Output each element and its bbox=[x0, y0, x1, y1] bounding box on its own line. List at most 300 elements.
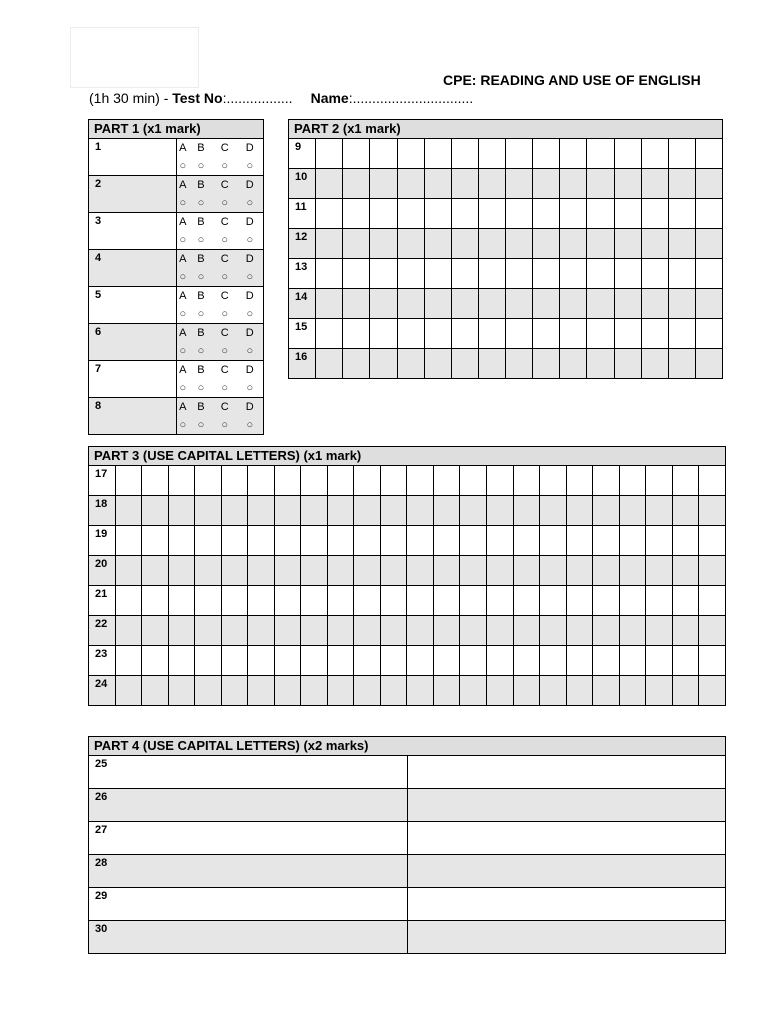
letter-box[interactable] bbox=[451, 139, 478, 169]
letter-box[interactable] bbox=[460, 646, 487, 676]
letter-box[interactable] bbox=[343, 199, 370, 229]
letter-box[interactable] bbox=[614, 169, 641, 199]
letter-box[interactable] bbox=[560, 319, 587, 349]
letter-box[interactable] bbox=[142, 496, 169, 526]
letter-box[interactable] bbox=[380, 616, 407, 646]
letter-box[interactable] bbox=[424, 349, 451, 379]
answer-bubble[interactable]: ○ bbox=[221, 160, 229, 172]
letter-box[interactable] bbox=[354, 466, 381, 496]
letter-box[interactable] bbox=[695, 289, 722, 319]
letter-box[interactable] bbox=[506, 349, 533, 379]
answer-bubble[interactable]: ○ bbox=[179, 308, 187, 320]
letter-box[interactable] bbox=[619, 646, 646, 676]
letter-box[interactable] bbox=[668, 349, 695, 379]
letter-box[interactable] bbox=[380, 646, 407, 676]
letter-box[interactable] bbox=[566, 676, 593, 706]
letter-box[interactable] bbox=[619, 556, 646, 586]
letter-box[interactable] bbox=[248, 646, 275, 676]
letter-box[interactable] bbox=[540, 676, 567, 706]
letter-box[interactable] bbox=[672, 646, 699, 676]
letter-box[interactable] bbox=[451, 289, 478, 319]
letter-box[interactable] bbox=[115, 496, 142, 526]
letter-box[interactable] bbox=[506, 229, 533, 259]
letter-box[interactable] bbox=[699, 616, 726, 646]
letter-box[interactable] bbox=[593, 466, 620, 496]
letter-box[interactable] bbox=[354, 586, 381, 616]
letter-box[interactable] bbox=[115, 526, 142, 556]
letter-box[interactable] bbox=[407, 556, 434, 586]
letter-box[interactable] bbox=[316, 259, 343, 289]
letter-box[interactable] bbox=[566, 646, 593, 676]
letter-box[interactable] bbox=[316, 319, 343, 349]
letter-box[interactable] bbox=[316, 139, 343, 169]
answer-bubble[interactable]: ○ bbox=[246, 345, 254, 357]
letter-box[interactable] bbox=[397, 169, 424, 199]
letter-box[interactable] bbox=[274, 586, 301, 616]
letter-box[interactable] bbox=[221, 496, 248, 526]
letter-box[interactable] bbox=[513, 496, 540, 526]
letter-box[interactable] bbox=[486, 556, 513, 586]
letter-box[interactable] bbox=[301, 586, 328, 616]
letter-box[interactable] bbox=[115, 616, 142, 646]
letter-box[interactable] bbox=[433, 496, 460, 526]
letter-box[interactable] bbox=[560, 229, 587, 259]
letter-box[interactable] bbox=[195, 616, 222, 646]
letter-box[interactable] bbox=[533, 289, 560, 319]
letter-box[interactable] bbox=[397, 349, 424, 379]
letter-box[interactable] bbox=[619, 526, 646, 556]
letter-box[interactable] bbox=[478, 319, 505, 349]
answer-bubble[interactable]: ○ bbox=[221, 345, 229, 357]
letter-box[interactable] bbox=[424, 139, 451, 169]
letter-box[interactable] bbox=[195, 586, 222, 616]
letter-box[interactable] bbox=[699, 556, 726, 586]
letter-box[interactable] bbox=[646, 466, 673, 496]
letter-box[interactable] bbox=[168, 466, 195, 496]
letter-box[interactable] bbox=[195, 676, 222, 706]
letter-box[interactable] bbox=[641, 259, 668, 289]
answer-bubble[interactable]: ○ bbox=[179, 382, 187, 394]
letter-box[interactable] bbox=[301, 526, 328, 556]
letter-box[interactable] bbox=[380, 556, 407, 586]
letter-box[interactable] bbox=[672, 586, 699, 616]
answer-bubble[interactable]: ○ bbox=[179, 234, 187, 246]
letter-box[interactable] bbox=[354, 526, 381, 556]
letter-box[interactable] bbox=[478, 199, 505, 229]
letter-box[interactable] bbox=[593, 496, 620, 526]
letter-box[interactable] bbox=[424, 199, 451, 229]
answer-bubble[interactable]: ○ bbox=[179, 419, 187, 431]
answer-bubble[interactable]: ○ bbox=[221, 234, 229, 246]
letter-box[interactable] bbox=[248, 496, 275, 526]
letter-box[interactable] bbox=[397, 229, 424, 259]
letter-box[interactable] bbox=[424, 319, 451, 349]
letter-box[interactable] bbox=[168, 676, 195, 706]
letter-box[interactable] bbox=[301, 556, 328, 586]
letter-box[interactable] bbox=[248, 586, 275, 616]
letter-box[interactable] bbox=[115, 466, 142, 496]
letter-box[interactable] bbox=[668, 259, 695, 289]
letter-box[interactable] bbox=[327, 526, 354, 556]
letter-box[interactable] bbox=[641, 229, 668, 259]
letter-box[interactable] bbox=[566, 616, 593, 646]
letter-box[interactable] bbox=[433, 556, 460, 586]
letter-box[interactable] bbox=[646, 676, 673, 706]
letter-box[interactable] bbox=[478, 169, 505, 199]
letter-box[interactable] bbox=[370, 169, 397, 199]
letter-box[interactable] bbox=[593, 676, 620, 706]
letter-box[interactable] bbox=[327, 556, 354, 586]
letter-box[interactable] bbox=[668, 319, 695, 349]
letter-box[interactable] bbox=[460, 676, 487, 706]
letter-box[interactable] bbox=[168, 616, 195, 646]
letter-box[interactable] bbox=[540, 616, 567, 646]
letter-box[interactable] bbox=[451, 319, 478, 349]
letter-box[interactable] bbox=[343, 169, 370, 199]
letter-box[interactable] bbox=[619, 586, 646, 616]
letter-box[interactable] bbox=[195, 526, 222, 556]
answer-bubble[interactable]: ○ bbox=[246, 308, 254, 320]
letter-box[interactable] bbox=[587, 349, 614, 379]
letter-box[interactable] bbox=[397, 289, 424, 319]
letter-box[interactable] bbox=[619, 466, 646, 496]
name-field[interactable]: :............................... bbox=[348, 90, 474, 106]
letter-box[interactable] bbox=[316, 349, 343, 379]
letter-box[interactable] bbox=[478, 259, 505, 289]
letter-box[interactable] bbox=[115, 586, 142, 616]
letter-box[interactable] bbox=[641, 319, 668, 349]
letter-box[interactable] bbox=[407, 676, 434, 706]
letter-box[interactable] bbox=[460, 616, 487, 646]
letter-box[interactable] bbox=[506, 169, 533, 199]
letter-box[interactable] bbox=[486, 586, 513, 616]
letter-box[interactable] bbox=[587, 199, 614, 229]
letter-box[interactable] bbox=[397, 319, 424, 349]
letter-box[interactable] bbox=[354, 496, 381, 526]
letter-box[interactable] bbox=[619, 676, 646, 706]
letter-box[interactable] bbox=[560, 169, 587, 199]
letter-box[interactable] bbox=[343, 229, 370, 259]
letter-box[interactable] bbox=[614, 139, 641, 169]
letter-box[interactable] bbox=[221, 586, 248, 616]
letter-box[interactable] bbox=[327, 676, 354, 706]
letter-box[interactable] bbox=[486, 496, 513, 526]
letter-box[interactable] bbox=[566, 556, 593, 586]
letter-box[interactable] bbox=[587, 319, 614, 349]
letter-box[interactable] bbox=[397, 259, 424, 289]
letter-box[interactable] bbox=[142, 526, 169, 556]
letter-box[interactable] bbox=[533, 139, 560, 169]
letter-box[interactable] bbox=[560, 199, 587, 229]
letter-box[interactable] bbox=[478, 139, 505, 169]
letter-box[interactable] bbox=[646, 496, 673, 526]
letter-box[interactable] bbox=[380, 586, 407, 616]
letter-box[interactable] bbox=[142, 616, 169, 646]
letter-box[interactable] bbox=[614, 199, 641, 229]
letter-box[interactable] bbox=[540, 466, 567, 496]
letter-box[interactable] bbox=[221, 466, 248, 496]
letter-box[interactable] bbox=[668, 199, 695, 229]
letter-box[interactable] bbox=[380, 466, 407, 496]
answer-bubble[interactable]: ○ bbox=[246, 234, 254, 246]
answer-bubble[interactable]: ○ bbox=[221, 271, 229, 283]
letter-box[interactable] bbox=[316, 229, 343, 259]
letter-box[interactable] bbox=[274, 556, 301, 586]
letter-box[interactable] bbox=[301, 646, 328, 676]
letter-box[interactable] bbox=[486, 466, 513, 496]
letter-box[interactable] bbox=[641, 139, 668, 169]
letter-box[interactable] bbox=[506, 319, 533, 349]
letter-box[interactable] bbox=[593, 616, 620, 646]
letter-box[interactable] bbox=[433, 586, 460, 616]
letter-box[interactable] bbox=[115, 556, 142, 586]
letter-box[interactable] bbox=[380, 496, 407, 526]
answer-bubble[interactable]: ○ bbox=[197, 382, 205, 394]
letter-box[interactable] bbox=[672, 616, 699, 646]
letter-box[interactable] bbox=[460, 466, 487, 496]
answer-bubble[interactable]: ○ bbox=[246, 160, 254, 172]
letter-box[interactable] bbox=[343, 319, 370, 349]
letter-box[interactable] bbox=[619, 616, 646, 646]
answer-bubble[interactable]: ○ bbox=[221, 419, 229, 431]
answer-bubble[interactable]: ○ bbox=[197, 271, 205, 283]
letter-box[interactable] bbox=[614, 349, 641, 379]
answer-line[interactable] bbox=[407, 822, 726, 855]
answer-line[interactable] bbox=[407, 789, 726, 822]
letter-box[interactable] bbox=[641, 169, 668, 199]
letter-box[interactable] bbox=[370, 199, 397, 229]
answer-bubble[interactable]: ○ bbox=[197, 308, 205, 320]
letter-box[interactable] bbox=[478, 349, 505, 379]
letter-box[interactable] bbox=[540, 586, 567, 616]
letter-box[interactable] bbox=[614, 229, 641, 259]
letter-box[interactable] bbox=[460, 496, 487, 526]
answer-line[interactable] bbox=[407, 855, 726, 888]
letter-box[interactable] bbox=[354, 676, 381, 706]
letter-box[interactable] bbox=[316, 289, 343, 319]
letter-box[interactable] bbox=[327, 616, 354, 646]
letter-box[interactable] bbox=[540, 526, 567, 556]
letter-box[interactable] bbox=[478, 289, 505, 319]
answer-bubble[interactable]: ○ bbox=[246, 271, 254, 283]
letter-box[interactable] bbox=[370, 349, 397, 379]
letter-box[interactable] bbox=[560, 259, 587, 289]
answer-bubble[interactable]: ○ bbox=[221, 382, 229, 394]
letter-box[interactable] bbox=[478, 229, 505, 259]
letter-box[interactable] bbox=[695, 349, 722, 379]
letter-box[interactable] bbox=[343, 289, 370, 319]
letter-box[interactable] bbox=[195, 556, 222, 586]
letter-box[interactable] bbox=[370, 259, 397, 289]
letter-box[interactable] bbox=[646, 616, 673, 646]
letter-box[interactable] bbox=[513, 466, 540, 496]
letter-box[interactable] bbox=[695, 169, 722, 199]
letter-box[interactable] bbox=[380, 526, 407, 556]
letter-box[interactable] bbox=[433, 616, 460, 646]
letter-box[interactable] bbox=[327, 586, 354, 616]
letter-box[interactable] bbox=[274, 616, 301, 646]
letter-box[interactable] bbox=[433, 646, 460, 676]
letter-box[interactable] bbox=[593, 646, 620, 676]
letter-box[interactable] bbox=[506, 259, 533, 289]
letter-box[interactable] bbox=[533, 349, 560, 379]
letter-box[interactable] bbox=[343, 139, 370, 169]
letter-box[interactable] bbox=[168, 496, 195, 526]
letter-box[interactable] bbox=[587, 229, 614, 259]
letter-box[interactable] bbox=[533, 319, 560, 349]
letter-box[interactable] bbox=[699, 466, 726, 496]
letter-box[interactable] bbox=[699, 586, 726, 616]
letter-box[interactable] bbox=[614, 259, 641, 289]
letter-box[interactable] bbox=[142, 556, 169, 586]
letter-box[interactable] bbox=[533, 199, 560, 229]
letter-box[interactable] bbox=[695, 229, 722, 259]
letter-box[interactable] bbox=[397, 199, 424, 229]
letter-box[interactable] bbox=[407, 586, 434, 616]
answer-bubble[interactable]: ○ bbox=[246, 419, 254, 431]
letter-box[interactable] bbox=[619, 496, 646, 526]
test-no-field[interactable]: :................. bbox=[222, 90, 293, 106]
letter-box[interactable] bbox=[695, 139, 722, 169]
letter-box[interactable] bbox=[451, 199, 478, 229]
letter-box[interactable] bbox=[397, 139, 424, 169]
letter-box[interactable] bbox=[540, 646, 567, 676]
letter-box[interactable] bbox=[672, 556, 699, 586]
letter-box[interactable] bbox=[486, 526, 513, 556]
letter-box[interactable] bbox=[343, 349, 370, 379]
letter-box[interactable] bbox=[506, 199, 533, 229]
letter-box[interactable] bbox=[168, 586, 195, 616]
answer-bubble[interactable]: ○ bbox=[179, 197, 187, 209]
letter-box[interactable] bbox=[672, 676, 699, 706]
letter-box[interactable] bbox=[699, 646, 726, 676]
letter-box[interactable] bbox=[407, 526, 434, 556]
letter-box[interactable] bbox=[424, 229, 451, 259]
answer-bubble[interactable]: ○ bbox=[246, 197, 254, 209]
letter-box[interactable] bbox=[668, 289, 695, 319]
answer-line[interactable] bbox=[407, 756, 726, 789]
letter-box[interactable] bbox=[248, 676, 275, 706]
answer-line[interactable] bbox=[407, 921, 726, 954]
letter-box[interactable] bbox=[327, 496, 354, 526]
letter-box[interactable] bbox=[142, 466, 169, 496]
answer-bubble[interactable]: ○ bbox=[221, 308, 229, 320]
letter-box[interactable] bbox=[699, 676, 726, 706]
letter-box[interactable] bbox=[533, 229, 560, 259]
letter-box[interactable] bbox=[370, 229, 397, 259]
letter-box[interactable] bbox=[641, 289, 668, 319]
letter-box[interactable] bbox=[513, 646, 540, 676]
letter-box[interactable] bbox=[646, 526, 673, 556]
letter-box[interactable] bbox=[646, 646, 673, 676]
answer-bubble[interactable]: ○ bbox=[246, 382, 254, 394]
letter-box[interactable] bbox=[327, 646, 354, 676]
letter-box[interactable] bbox=[699, 496, 726, 526]
answer-bubble[interactable]: ○ bbox=[197, 197, 205, 209]
letter-box[interactable] bbox=[672, 496, 699, 526]
letter-box[interactable] bbox=[560, 139, 587, 169]
letter-box[interactable] bbox=[380, 676, 407, 706]
letter-box[interactable] bbox=[566, 496, 593, 526]
letter-box[interactable] bbox=[513, 586, 540, 616]
letter-box[interactable] bbox=[566, 586, 593, 616]
letter-box[interactable] bbox=[221, 676, 248, 706]
letter-box[interactable] bbox=[142, 586, 169, 616]
letter-box[interactable] bbox=[587, 139, 614, 169]
letter-box[interactable] bbox=[460, 586, 487, 616]
letter-box[interactable] bbox=[695, 259, 722, 289]
letter-box[interactable] bbox=[433, 526, 460, 556]
letter-box[interactable] bbox=[540, 556, 567, 586]
letter-box[interactable] bbox=[533, 169, 560, 199]
letter-box[interactable] bbox=[301, 466, 328, 496]
letter-box[interactable] bbox=[460, 526, 487, 556]
letter-box[interactable] bbox=[248, 466, 275, 496]
letter-box[interactable] bbox=[513, 526, 540, 556]
answer-line[interactable] bbox=[407, 888, 726, 921]
letter-box[interactable] bbox=[433, 676, 460, 706]
letter-box[interactable] bbox=[560, 289, 587, 319]
letter-box[interactable] bbox=[142, 646, 169, 676]
letter-box[interactable] bbox=[354, 616, 381, 646]
letter-box[interactable] bbox=[695, 199, 722, 229]
letter-box[interactable] bbox=[668, 169, 695, 199]
letter-box[interactable] bbox=[451, 229, 478, 259]
letter-box[interactable] bbox=[614, 289, 641, 319]
letter-box[interactable] bbox=[641, 199, 668, 229]
letter-box[interactable] bbox=[486, 676, 513, 706]
letter-box[interactable] bbox=[274, 646, 301, 676]
letter-box[interactable] bbox=[142, 676, 169, 706]
letter-box[interactable] bbox=[668, 139, 695, 169]
letter-box[interactable] bbox=[614, 319, 641, 349]
letter-box[interactable] bbox=[641, 349, 668, 379]
letter-box[interactable] bbox=[370, 319, 397, 349]
letter-box[interactable] bbox=[513, 616, 540, 646]
letter-box[interactable] bbox=[506, 139, 533, 169]
letter-box[interactable] bbox=[587, 289, 614, 319]
letter-box[interactable] bbox=[672, 526, 699, 556]
letter-box[interactable] bbox=[513, 556, 540, 586]
letter-box[interactable] bbox=[221, 646, 248, 676]
answer-bubble[interactable]: ○ bbox=[179, 271, 187, 283]
letter-box[interactable] bbox=[566, 526, 593, 556]
letter-box[interactable] bbox=[533, 259, 560, 289]
letter-box[interactable] bbox=[343, 259, 370, 289]
answer-bubble[interactable]: ○ bbox=[179, 160, 187, 172]
letter-box[interactable] bbox=[354, 646, 381, 676]
letter-box[interactable] bbox=[540, 496, 567, 526]
letter-box[interactable] bbox=[115, 676, 142, 706]
letter-box[interactable] bbox=[646, 556, 673, 586]
letter-box[interactable] bbox=[672, 466, 699, 496]
letter-box[interactable] bbox=[274, 466, 301, 496]
letter-box[interactable] bbox=[560, 349, 587, 379]
letter-box[interactable] bbox=[486, 616, 513, 646]
letter-box[interactable] bbox=[699, 526, 726, 556]
letter-box[interactable] bbox=[513, 676, 540, 706]
letter-box[interactable] bbox=[274, 496, 301, 526]
letter-box[interactable] bbox=[248, 526, 275, 556]
letter-box[interactable] bbox=[168, 526, 195, 556]
letter-box[interactable] bbox=[248, 556, 275, 586]
letter-box[interactable] bbox=[115, 646, 142, 676]
letter-box[interactable] bbox=[424, 289, 451, 319]
letter-box[interactable] bbox=[316, 169, 343, 199]
letter-box[interactable] bbox=[195, 646, 222, 676]
letter-box[interactable] bbox=[274, 526, 301, 556]
letter-box[interactable] bbox=[221, 616, 248, 646]
